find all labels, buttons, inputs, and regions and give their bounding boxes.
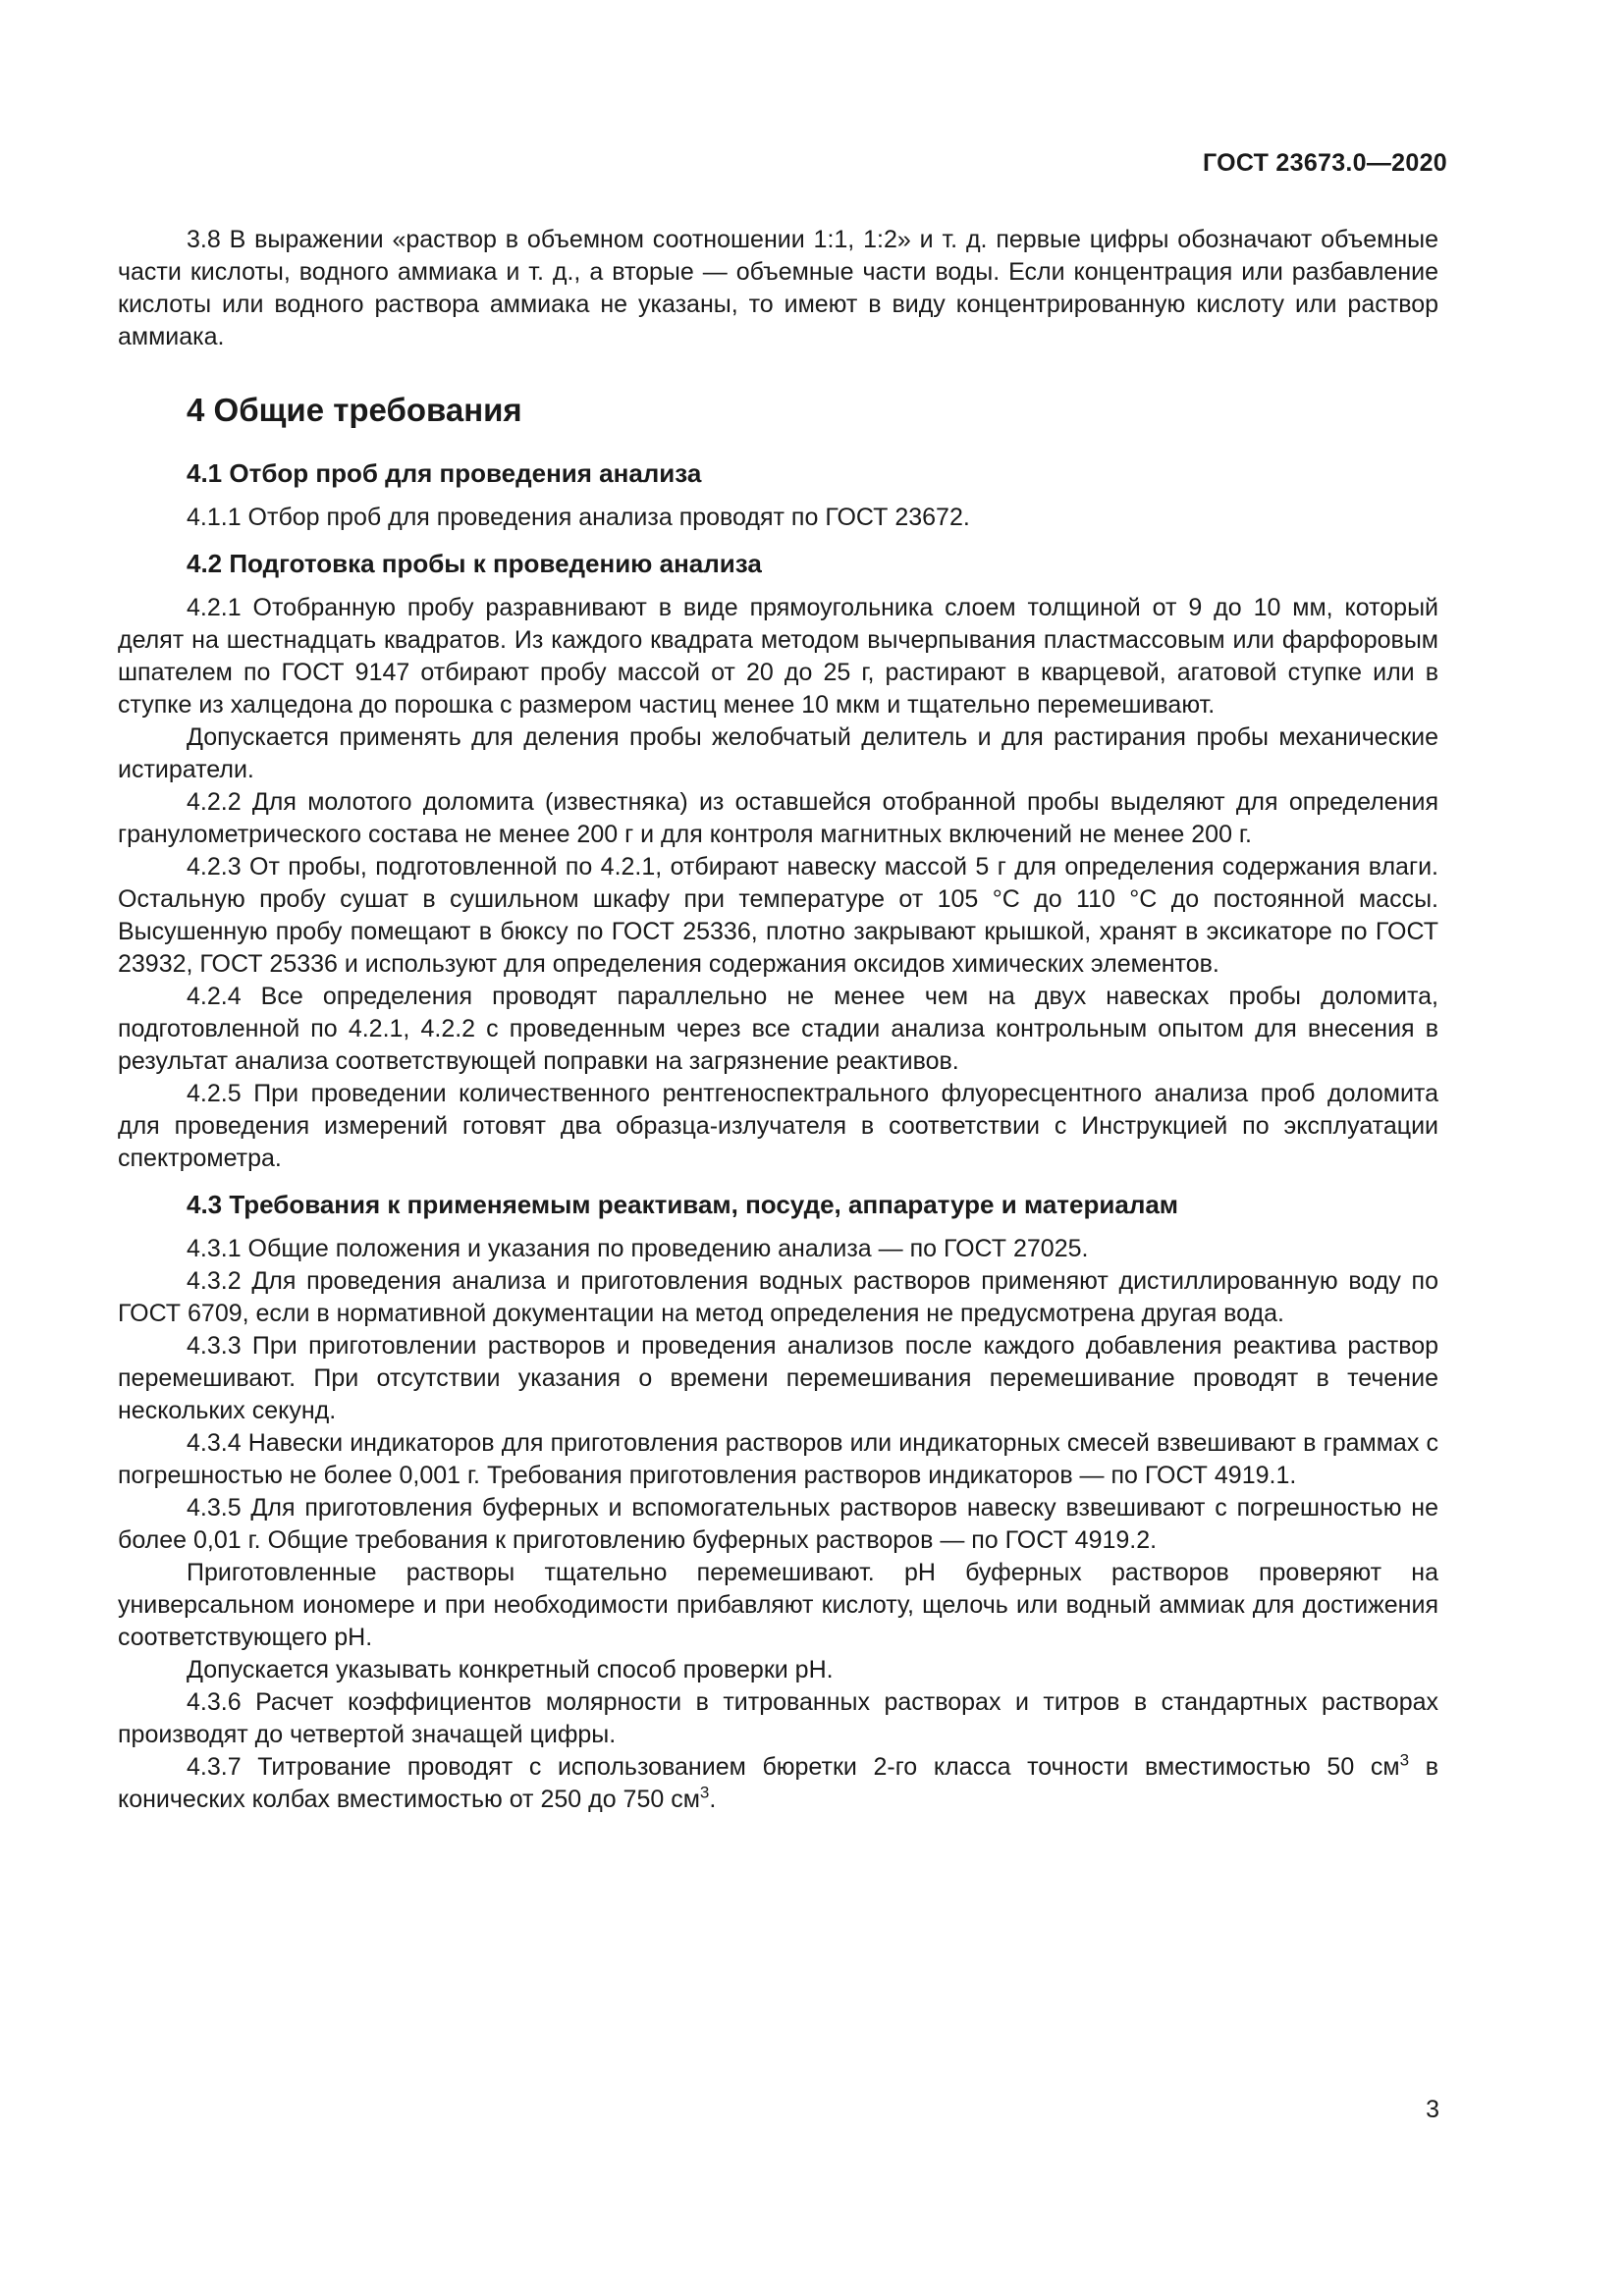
section-heading-4: 4 Общие требования <box>187 392 522 428</box>
subsection-heading-4-1: 4.1 Отбор проб для проведения анализа <box>187 458 702 488</box>
paragraph-4-2-1-note: Допускается применять для деления пробы желобчатый делитель и для растирания пробы механические истиратели. <box>118 723 1438 783</box>
paragraph-4-3-7-text-3: . <box>709 1786 717 1813</box>
paragraph-4-2-3: 4.2.3 От пробы, подготовленной по 4.2.1, отбирают навеску массой 5 г для определения содержания влаги. Остальную пробу сушат в сушильном шкафу при температуре от 105 °С до 110 °С до постоянной массы. Высушенную пробу помещают в бюксу по ГОСТ 25336, плотно закрывают крышкой, хранят в эксикаторе по ГОСТ 23932, ГОСТ 25336 и используют для определения содержания оксидов химических элементов. <box>118 853 1438 978</box>
paragraph-4-3-4: 4.3.4 Навески индикаторов для приготовления растворов или индикаторных смесей взвешивают в граммах с погрешностью не более 0,001 г. Требования приготовления растворов индикаторов — по ГОСТ 4919.1. <box>118 1429 1438 1489</box>
paragraph-4-2-4: 4.2.4 Все определения проводят параллельно не менее чем на двух навесках пробы доломита, подготовленной по 4.2.1, 4.2.2 с проведенным через все стадии анализа контрольным опытом для внесения в результат анализа соответствующей поправки на загрязнение реактивов. <box>118 983 1438 1075</box>
paragraph-4-3-7-text-1: 4.3.7 Титрование проводят с использованием бюретки 2-го класса точности вместимостью 50 см <box>187 1753 1400 1781</box>
paragraph-4-3-5-ph: Приготовленные растворы тщательно перемешивают. pH буферных растворов проверяют на универсальном иономере и при необходимости прибавляют кислоту, щелочь или водный аммиак для достижения соответствующего pH. <box>118 1559 1438 1651</box>
subsection-heading-4-2: 4.2 Подготовка пробы к проведению анализа <box>187 549 762 578</box>
paragraph-4-3-6: 4.3.6 Расчет коэффициентов молярности в титрованных растворах и титров в стандартных растворах производят до четвертой значащей цифры. <box>118 1688 1438 1748</box>
paragraph-4-3-7 <box>118 1751 1438 1816</box>
document-code: ГОСТ 23673.0—2020 <box>1202 149 1447 177</box>
paragraph-4-2-5: 4.2.5 При проведении количественного рентгеноспектрального флуоресцентного анализа проб доломита для проведения измерений готовят два образца-излучателя в соответствии с Инструкцией по эксплуатации спектрометра. <box>118 1080 1438 1172</box>
paragraph-4-2-2: 4.2.2 Для молотого доломита (известняка) из оставшейся отобранной пробы выделяют для определения гранулометрического состава не менее 200 г и для контроля магнитных включений не менее 200 г. <box>118 788 1438 848</box>
paragraph-4-3-1: 4.3.1 Общие положения и указания по проведению анализа — по ГОСТ 27025. <box>187 1235 1089 1262</box>
paragraph-4-3-7-text-2: в конических колбах вместимостью от 250 до 750 см <box>118 1753 1438 1813</box>
paragraph-4-3-2: 4.3.2 Для проведения анализа и приготовления водных растворов применяют дистиллированную воду по ГОСТ 6709, если в нормативной документации на метод определения не предусмотрена другая вода. <box>118 1267 1438 1327</box>
paragraph-4-3-5-check: Допускается указывать конкретный способ проверки pH. <box>187 1656 834 1683</box>
subsection-heading-4-3: 4.3 Требования к применяемым реактивам, посуде, аппаратуре и материалам <box>187 1190 1179 1219</box>
page-number: 3 <box>1426 2096 1439 2123</box>
paragraph-4-2-1: 4.2.1 Отобранную пробу разравнивают в виде прямоугольника слоем толщиной от 9 до 10 мм, который делят на шестнадцать квадратов. Из каждого квадрата методом вычерпывания пластмассовым или фарфоровым шпателем по ГОСТ 9147 отбирают пробу массой от 20 до 25 г, растирают в кварцевой, агатовой ступке или в ступке из халцедона до порошка с размером частиц менее 10 мкм и тщательно перемешивают. <box>118 594 1438 719</box>
superscript-3: 3 <box>1399 1750 1410 1770</box>
superscript-3: 3 <box>699 1783 710 1802</box>
document-body <box>118 224 1438 1816</box>
paragraph-4-1-1: 4.1.1 Отбор проб для проведения анализа проводят по ГОСТ 23672. <box>187 504 970 531</box>
paragraph-4-3-3: 4.3.3 При приготовлении растворов и проведения анализов после каждого добавления реактива раствор перемешивают. При отсутствии указания о времени перемешивания перемешивание проводят в течение нескольких секунд. <box>118 1332 1438 1424</box>
paragraph-3-8: 3.8 В выражении «раствор в объемном соотношении 1:1, 1:2» и т. д. первые цифры обозначают объемные части кислоты, водного аммиака и т. д., а вторые — объемные части воды. Если концентрация или разбавление кислоты или водного раствора аммиака не указаны, то имеют в виду концентрированную кислоту или раствор аммиака. <box>118 226 1438 350</box>
paragraph-4-3-5: 4.3.5 Для приготовления буферных и вспомогательных растворов навеску взвешивают с погрешностью не более 0,01 г. Общие требования к приготовлению буферных растворов — по ГОСТ 4919.2. <box>118 1494 1438 1554</box>
